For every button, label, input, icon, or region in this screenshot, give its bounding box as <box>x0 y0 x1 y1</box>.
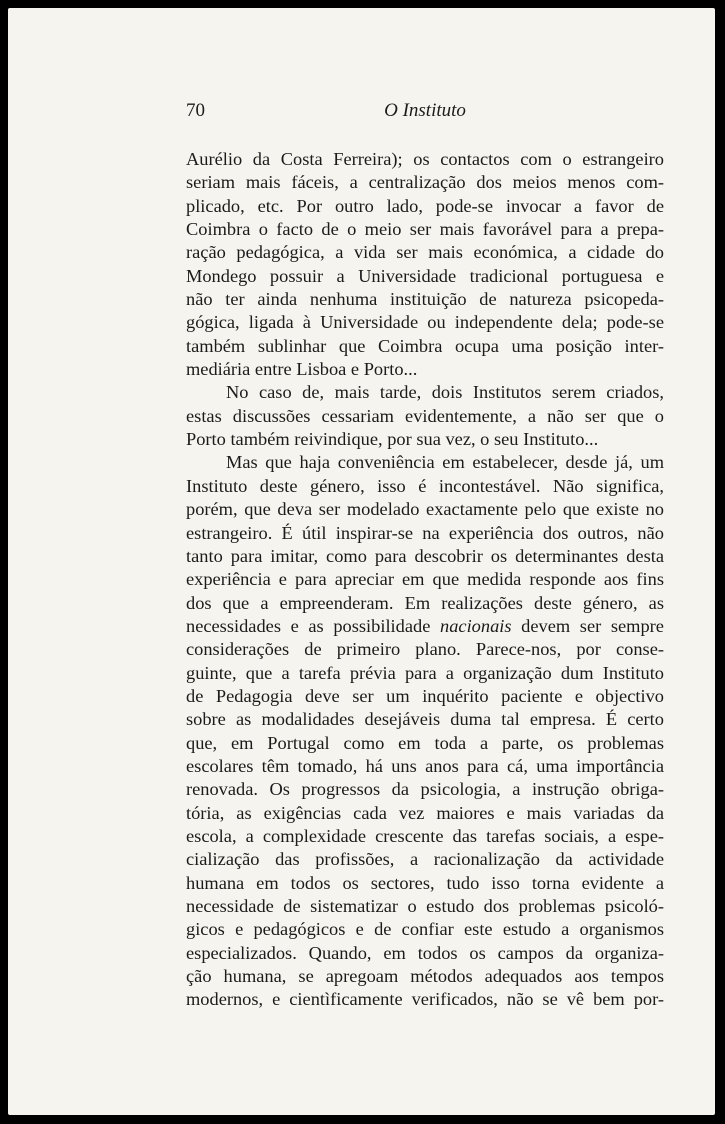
text-line: No caso de, mais tarde, dois Institutos serem criados, <box>226 382 664 403</box>
book-page <box>8 8 715 1115</box>
text-line: guinte, que a tarefa prévia para a organização dum Instituto <box>186 662 664 683</box>
text-line: Coimbra o facto de o meio ser mais favorável para a prepa- <box>186 219 664 240</box>
text-line: estrangeiro. É útil inspirar-se na experiência dos outros, não <box>186 522 664 543</box>
text-line: ção humana, se apregoam métodos adequados aos tempos <box>186 966 664 987</box>
text-line: Mas que haja conveniência em estabelecer, desde já, um <box>226 452 664 473</box>
text-line: experiência e para apreciar em que medida responde aos fins <box>186 569 664 590</box>
text-line: porém, que deva ser modelado exactamente pelo que existe no <box>186 499 664 520</box>
text-line: também sublinhar que Coimbra ocupa uma posição inter- <box>186 335 664 356</box>
running-title: O Instituto <box>384 100 466 121</box>
text-line: sobre as modalidades desejáveis duma tal empresa. É certo <box>186 709 664 730</box>
text-line: mediária entre Lisboa e Porto... <box>186 359 418 380</box>
text-line: gicos e pedagógicos e de confiar este estudo a organismos <box>186 919 664 940</box>
body-text <box>186 148 664 1012</box>
text-line: considerações de primeiro plano. Parece-nos, por conse- <box>186 639 664 660</box>
text-line: escolares têm tomado, há uns anos para cá, uma importância <box>186 755 664 776</box>
page-header <box>186 100 664 128</box>
text-fragment: devem ser sempre <box>521 615 664 636</box>
italic-word: nacionais <box>440 615 512 636</box>
text-line <box>186 615 664 638</box>
text-line: que, em Portugal como em toda a parte, os problemas <box>186 732 664 753</box>
text-fragment: necessidades e as possibilidade <box>186 615 431 636</box>
text-line: tória, as exigências cada vez maiores e mais variadas da <box>186 802 664 823</box>
text-line: renovada. Os progressos da psicologia, a instrução obriga- <box>186 779 664 800</box>
text-line: modernos, e cientìficamente verificados, não se vê bem por- <box>186 989 664 1010</box>
text-line: Instituto deste género, isso é incontestável. Não significa, <box>186 475 664 496</box>
text-line: não ter ainda nenhuma instituição de natureza psicopeda- <box>186 289 664 310</box>
text-line: Aurélio da Costa Ferreira); os contactos com o estrangeiro <box>186 149 664 169</box>
text-line: necessidade de sistematizar o estudo dos problemas psicoló- <box>186 896 664 916</box>
text-line: Mondego possuir a Universidade tradicional portuguesa e <box>186 265 664 286</box>
text-line: de Pedagogia deve ser um inquérito paciente e objectivo <box>186 685 664 706</box>
text-line: tanto para imitar, como para descobrir os determinantes desta <box>186 545 664 566</box>
text-line: Porto também reivindique, por sua vez, o seu Instituto... <box>186 429 599 450</box>
text-line: dos que a empreenderam. Em realizações deste género, as <box>186 592 664 613</box>
text-line: seriam mais fáceis, a centralização dos meios menos com- <box>186 172 664 193</box>
text-line: estas discussões cessariam evidentemente, a não ser que o <box>186 405 664 426</box>
text-line: escola, a complexidade crescente das tarefas sociais, a espe- <box>186 825 664 846</box>
page-number: 70 <box>186 100 205 121</box>
text-line: ração pedagógica, a vida ser mais económica, a cidade do <box>186 242 664 263</box>
text-line: especializados. Quando, em todos os campos da organiza- <box>186 942 664 963</box>
text-line: gógica, ligada à Universidade ou independente dela; pode-se <box>186 312 664 333</box>
text-line: cialização das profissões, a racionalização da actividade <box>186 849 664 870</box>
text-line: humana em todos os sectores, tudo isso torna evidente a <box>186 872 664 893</box>
text-line: plicado, etc. Por outro lado, pode-se invocar a favor de <box>186 195 664 216</box>
